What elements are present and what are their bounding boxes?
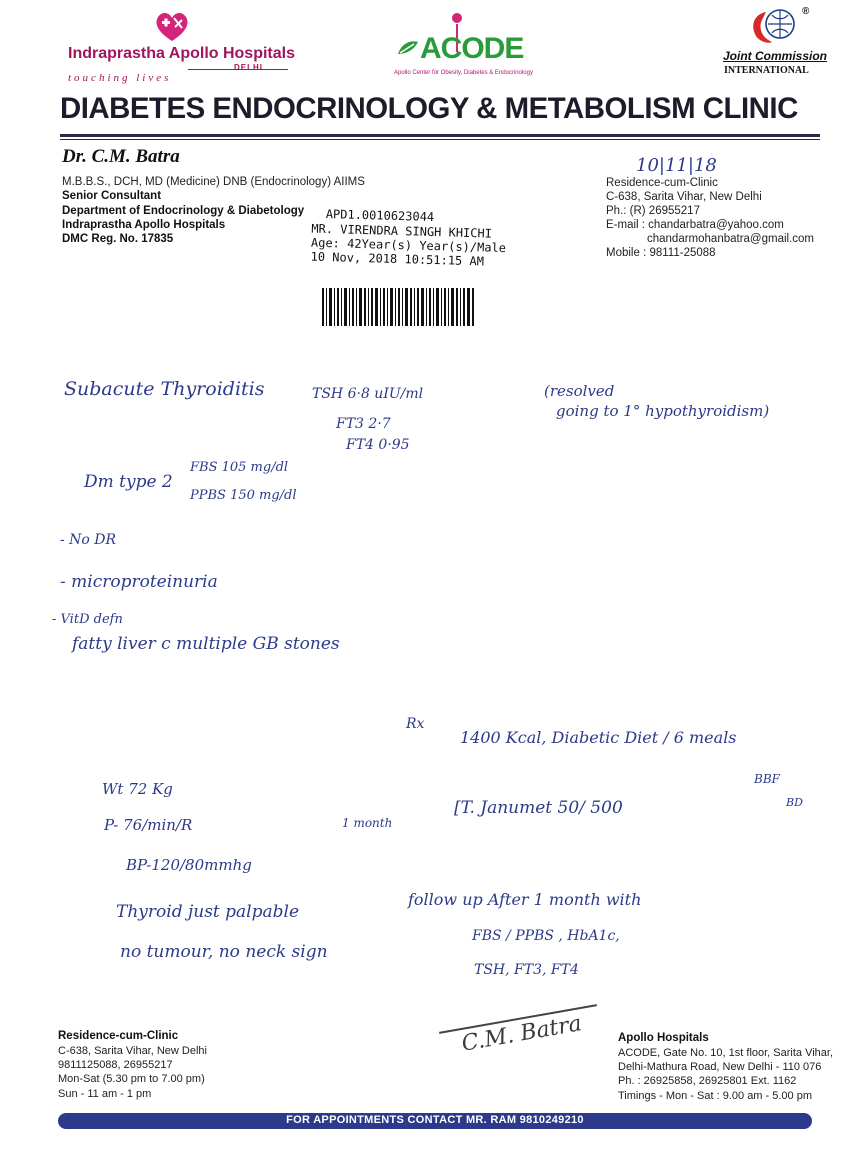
hospital-city: DELHI xyxy=(234,63,263,72)
footer-apollo-timings: Timings - Mon - Sat : 9.00 am - 5.00 pm xyxy=(618,1090,812,1102)
note-followup: follow up After 1 month with xyxy=(408,890,642,909)
doctor-qualifications: M.B.B.S., DCH, MD (Medicine) DNB (Endocrinology) AIIMS xyxy=(62,176,365,188)
note-ppbs: PPBS 150 mg/dl xyxy=(190,488,297,503)
joint-commission-logo xyxy=(716,6,826,80)
note-no-dr: - No DR xyxy=(60,532,117,548)
doctor-department: Department of Endocrinology & Diabetology xyxy=(62,205,305,217)
residence-email-2: chandarmohanbatra@gmail.com xyxy=(647,233,815,245)
doctor-registration: DMC Reg. No. 17835 xyxy=(62,233,174,245)
footer-apollo-address-1: ACODE, Gate No. 10, 1st floor, Sarita Vihar, xyxy=(618,1047,834,1059)
clinic-title: DIABETES ENDOCRINOLOGY & METABOLISM CLINIC xyxy=(60,92,798,125)
note-fatty-liver: fatty liver c multiple GB stones xyxy=(72,634,340,654)
residence-email-1: E-mail : chandarbatra@yahoo.com xyxy=(606,219,784,231)
footer-residence-sunday: Sun - 11 am - 1 pm xyxy=(58,1088,152,1100)
apollo-hospitals-logo xyxy=(64,8,294,86)
apollo-heart-cross-icon xyxy=(152,8,192,44)
note-med-duration: 1 month xyxy=(342,816,393,830)
signature: C.M. Batra xyxy=(459,1011,584,1057)
note-pulse: P- 76/min/R xyxy=(104,816,193,834)
acode-subtitle: Apollo Center for Obesity, Diabetes & Endocrinology xyxy=(394,70,533,76)
note-tests-1: FBS / PPBS , HbA1c, xyxy=(472,928,620,944)
patient-name: MR. VIRENDRA SINGH KHICHI xyxy=(311,221,493,241)
note-hypothyroidism: going to 1° hypothyroidism) xyxy=(556,402,770,420)
note-vitd: - VitD defn xyxy=(52,612,123,627)
note-rx: Rx xyxy=(406,716,425,732)
note-weight: Wt 72 Kg xyxy=(102,780,173,798)
note-thyroid-2: no tumour, no neck sign xyxy=(120,942,328,962)
residence-title: Residence-cum-Clinic xyxy=(606,177,718,189)
footer-residence-hours: Mon-Sat (5.30 pm to 7.00 pm) xyxy=(58,1073,205,1085)
registered-mark: ® xyxy=(802,6,810,17)
header-rule xyxy=(60,134,820,137)
note-medication: [T. Janumet 50/ 500 xyxy=(454,798,623,818)
acode-logo xyxy=(390,10,560,90)
header-rule-thin xyxy=(60,139,820,140)
hospital-tagline: touching lives xyxy=(68,72,172,84)
acode-wordmark: ACODE xyxy=(420,32,524,65)
footer-residence-address: C-638, Sarita Vihar, New Delhi xyxy=(58,1045,207,1057)
note-med-timing-2: BD xyxy=(786,796,803,809)
footer-apollo-phone: Ph. : 26925858, 26925801 Ext. 1162 xyxy=(618,1075,797,1087)
patient-datetime: 10 Nov, 2018 10:51:15 AM xyxy=(310,249,485,269)
footer-residence-title: Residence-cum-Clinic xyxy=(58,1030,179,1042)
footer-residence-phone: 9811125088, 26955217 xyxy=(58,1059,173,1071)
note-bp: BP-120/80mmhg xyxy=(126,856,252,874)
note-diagnosis: Subacute Thyroiditis xyxy=(64,378,265,400)
note-med-timing: BBF xyxy=(754,772,780,786)
note-fbs: FBS 105 mg/dl xyxy=(190,460,289,475)
note-diet: 1400 Kcal, Diabetic Diet / 6 meals xyxy=(460,728,737,747)
note-microproteinuria: - microproteinuria xyxy=(60,572,218,592)
appointments-bar xyxy=(58,1113,812,1129)
patient-age-sex: Age: 42Year(s) Year(s)/Male xyxy=(310,235,507,256)
doctor-name: Dr. C.M. Batra xyxy=(62,146,180,167)
appointments-text: FOR APPOINTMENTS CONTACT MR. RAM 9810249210 xyxy=(286,1114,584,1126)
note-ft4: FT4 0·95 xyxy=(346,437,410,453)
hospital-name: Indraprastha Apollo Hospitals xyxy=(68,45,295,62)
doctor-position: Senior Consultant xyxy=(62,190,162,202)
footer-apollo-title: Apollo Hospitals xyxy=(618,1032,709,1044)
barcode xyxy=(322,288,474,328)
jci-name: Joint Commission xyxy=(723,49,828,63)
residence-phone: Ph.: (R) 26955217 xyxy=(606,205,700,217)
doctor-hospital: Indraprastha Apollo Hospitals xyxy=(62,219,226,231)
patient-id: APD1.0010623044 xyxy=(325,207,435,225)
leaf-icon xyxy=(396,38,420,58)
note-tsh: TSH 6·8 uIU/ml xyxy=(312,386,424,402)
residence-address: C-638, Sarita Vihar, New Delhi xyxy=(606,191,762,203)
jci-international: INTERNATIONAL xyxy=(724,65,809,76)
footer-apollo-address-2: Delhi-Mathura Road, New Delhi - 110 076 xyxy=(618,1061,822,1073)
globe-icon xyxy=(746,6,804,46)
note-tests-2: TSH, FT3, FT4 xyxy=(474,962,579,978)
note-resolved: (resolved xyxy=(544,382,615,400)
note-thyroid: Thyroid just palpable xyxy=(116,902,300,922)
note-dm-type: Dm type 2 xyxy=(84,472,173,492)
note-ft3: FT3 2·7 xyxy=(336,416,391,432)
handwritten-date: 10|11|18 xyxy=(636,155,717,176)
residence-mobile: Mobile : 98111-25088 xyxy=(606,247,716,259)
